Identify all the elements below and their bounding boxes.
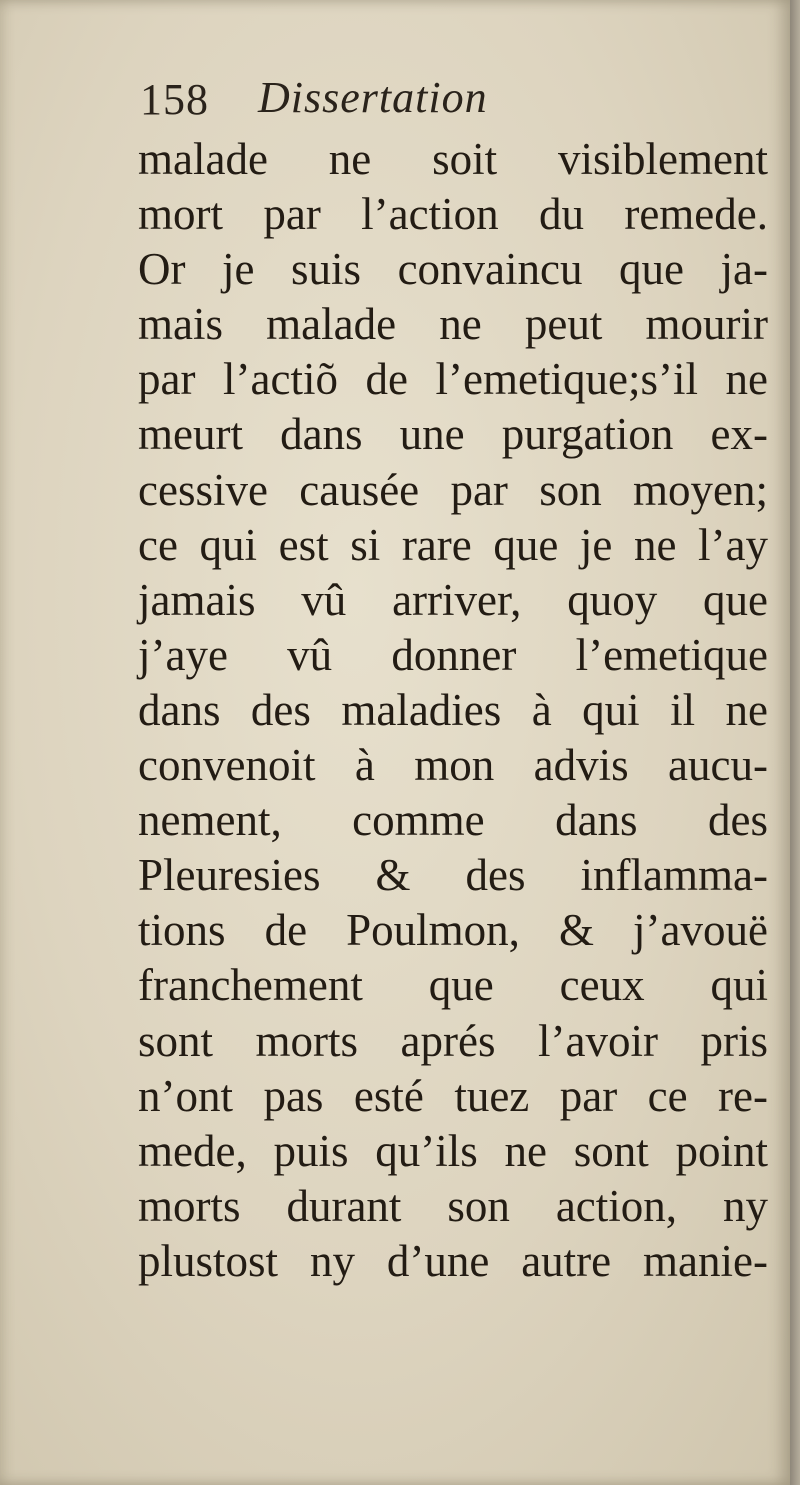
text-line: n’ont pas esté tuez par ce re- [138,1070,768,1121]
running-title: Dissertation [258,73,488,122]
text-line: sont morts aprés l’avoir pris [138,1015,768,1066]
page-number: 158 [140,75,209,124]
text-line: nement, comme dans des [138,795,768,846]
text-line: dans des maladies à qui il ne [138,684,768,735]
text-line: cessive causée par son moyen; [138,464,768,515]
text-line: malade ne soit visiblement [138,134,768,184]
text-line: jamais vû arriver, quoy que [138,574,768,625]
text-line: convenoit à mon advis aucu- [138,740,768,791]
page-header [140,62,760,132]
text-line: meurt dans une purgation ex- [138,409,768,460]
text-line: plustost ny d’une autre manie- [138,1235,768,1286]
text-line: ce qui est si rare que je ne l’ay [138,519,768,570]
text-line: tions de Poulmon, & j’avouë [138,905,768,956]
text-line: morts durant son action, ny [138,1180,768,1231]
body-text [138,132,768,1289]
text-line: Or je suis convaincu que ja- [138,244,768,295]
text-line: mede, puis qu’ils ne sont point [138,1125,768,1176]
text-line: j’aye vû donner l’emetique [138,629,768,680]
text-line: mais malade ne peut mourir [138,299,768,350]
text-line: franchement que ceux qui [138,960,768,1011]
text-line: par l’actiõ de l’emetique;s’il ne [138,354,768,405]
text-line: mort par l’action du remede. [138,189,768,240]
text-line: Pleuresies & des inflamma- [138,850,768,901]
page-edge [790,0,800,1485]
